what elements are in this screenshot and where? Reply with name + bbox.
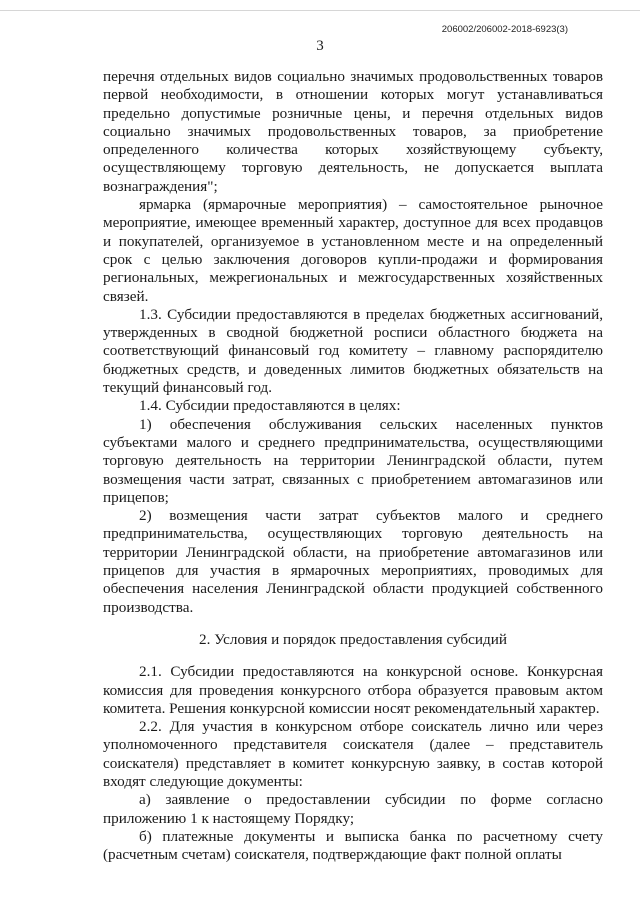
paragraph-yarmarka-definition: ярмарка (ярмарочные мероприятия) – самостоятельное рыночное мероприятие, имеющее временный характер, доступное для всех продавцов и покупателей, организуемое в установленном месте и на определенный срок с целью заключения договоров купли-продажи и формирования региональных, межрегиональных и межгосударственных хозяйственных связей.: [103, 196, 603, 305]
paragraph-1-3: 1.3. Субсидии предоставляются в пределах бюджетных ассигнований, утвержденных в сводной бюджетной росписи областного бюджета на соответствующий финансовый год комитету – главному распорядителю бюджетных средств, и доведенных лимитов бюджетных обязательств на текущий финансовый год.: [103, 305, 603, 397]
paragraph-1-4-item-1: 1) обеспечения обслуживания сельских населенных пунктов субъектами малого и среднего предпринимательства, осуществляющими торговую деятельность на территории Ленинградской области, путем возмещения части затрат, связанных с приобретением автомагазинов или прицепов;: [103, 415, 603, 506]
section-heading: 2. Условия и порядок предоставления субсидий: [199, 630, 507, 648]
scan-edge-line: [0, 10, 640, 11]
paragraph-2-2-item-a: а) заявление о предоставлении субсидии по форме согласно приложению 1 к настоящему Порядку;: [103, 791, 603, 827]
paragraph-2-2-item-b: б) платежные документы и выписка банка по расчетному счету (расчетным счетам) соискателя, подтверждающие факт полной оплаты: [103, 827, 603, 864]
paragraph-2-1: 2.1. Субсидии предоставляются на конкурсной основе. Конкурсная комиссия для проведения конкурсного отбора образуется правовым актом комитета. Решения конкурсной комиссии носят рекомендательный характер.: [103, 663, 603, 717]
document-body: [103, 68, 603, 864]
paragraph-1-4: 1.4. Субсидии предоставляются в целях:: [139, 397, 401, 415]
document-id: 206002/206002-2018-6923(3): [441, 24, 568, 35]
paragraph-2-2: 2.2. Для участия в конкурсном отборе соискатель лично или через уполномоченного представителя соискателя (далее – представитель соискателя) представляет в комитет конкурсную заявку, в состав которой входят следующие документы:: [103, 718, 603, 790]
paragraph-continuation: перечня отдельных видов социально значимых продовольственных товаров первой необходимости, в отношении которых могут устанавливаться предельно допустимые розничные цены, и перечня отдельных видов социально значимых продовольственных товаров, за приобретение определенного количества которых хозяйствующему субъекту, осуществляющему торговую деятельность, не допускается выплата вознаграждения";: [103, 68, 603, 195]
paragraph-1-4-item-2: 2) возмещения части затрат субъектов малого и среднего предпринимательства, осуществляющих торговую деятельность на территории Ленинградской области, на приобретение автомагазинов или прицепов для участия в ярмарочных мероприятиях, проводимых для обеспечения населения Ленинградской области продукцией собственного производства.: [103, 507, 603, 616]
page-number: 3: [316, 38, 324, 54]
